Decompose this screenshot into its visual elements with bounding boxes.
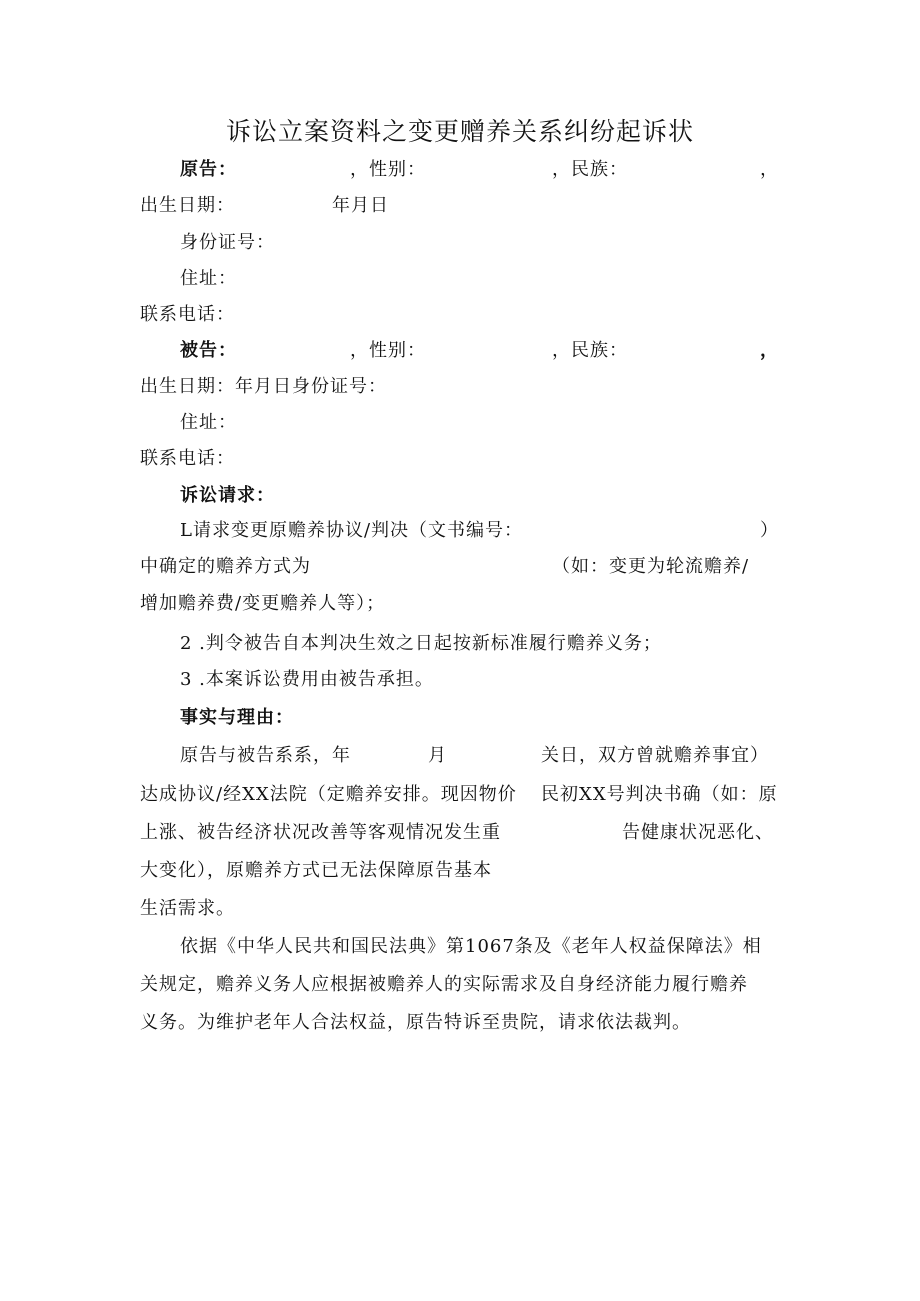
defendant-birth-id-line: 出生日期：年月日身份证号： <box>140 376 387 397</box>
plaintiff-birth-value: 年月日 <box>332 195 389 216</box>
defendant-ethnicity-label: ，民族： <box>552 340 628 361</box>
claim-2: 2 .判令被告自本判决生效之日起按新标准履行赡养义务； <box>180 633 662 654</box>
legal-basis-line-1: 依据《中华人民共和国民法典》第1067条及《老年人权益保障法》相 <box>180 936 762 957</box>
facts-heading: 事实与理由： <box>180 707 294 728</box>
plaintiff-birth-label: 出生日期： <box>140 195 235 216</box>
defendant-address-label: 住址： <box>180 412 237 433</box>
legal-basis-line-2: 关规定，赡养义务人应根据被赡养人的实际需求及自身经济能力履行赡养 <box>140 974 748 995</box>
facts-line-5: 生活需求。 <box>140 898 235 919</box>
plaintiff-label: 原告： <box>180 159 237 180</box>
facts-line-3a: 上涨、被告经济状况改善等客观情况发生重 <box>140 822 501 843</box>
claim-1-line-c: 增加赡养费/变更赡养人等）； <box>140 593 386 614</box>
plaintiff-phone-label: 联系电话： <box>140 304 235 325</box>
claim-1-example: （如：变更为轮流赡养/ <box>552 556 750 577</box>
legal-basis-line-3: 义务。为维护老年人合法权益，原告特诉至贵院，请求依法裁判。 <box>140 1012 691 1033</box>
claim-1-line-b: 中确定的赡养方式为 <box>140 556 311 577</box>
facts-line-2b: 民初XX号判决书确（如：原 <box>541 784 778 805</box>
claim-1-close-paren: ） <box>760 520 779 541</box>
plaintiff-address-label: 住址： <box>180 268 237 289</box>
defendant-label: 被告： <box>180 340 237 361</box>
document-title: 诉讼立案资料之变更赠养关系纠纷起诉状 <box>225 117 694 146</box>
plaintiff-ethnicity-label: ，民族： <box>552 159 628 180</box>
claim-1-line-a: L请求变更原赡养协议/判决（文书编号： <box>180 520 524 541</box>
defendant-end-comma: ， <box>760 340 779 361</box>
claims-heading: 诉讼请求： <box>180 485 275 506</box>
facts-line-1b: 月 <box>428 745 447 766</box>
plaintiff-end-comma: ， <box>760 159 779 180</box>
facts-line-2a: 达成协议/经XX法院（定赡养安排。现因物价 <box>140 784 517 805</box>
defendant-gender-label: ，性别： <box>350 340 426 361</box>
claim-3: 3 .本案诉讼费用由被告承担。 <box>180 669 434 690</box>
plaintiff-id-label: 身份证号： <box>180 232 275 253</box>
facts-line-3b: 告健康状况恶化、 <box>622 822 774 843</box>
facts-line-1a: 原告与被告系系，年 <box>180 745 351 766</box>
plaintiff-gender-label: ，性别： <box>350 159 426 180</box>
facts-line-1c: 关日，双方曾就赡养事宜） <box>541 745 769 766</box>
defendant-phone-label: 联系电话： <box>140 448 235 469</box>
facts-line-4: 大变化），原赡养方式已无法保障原告基本 <box>140 860 492 881</box>
